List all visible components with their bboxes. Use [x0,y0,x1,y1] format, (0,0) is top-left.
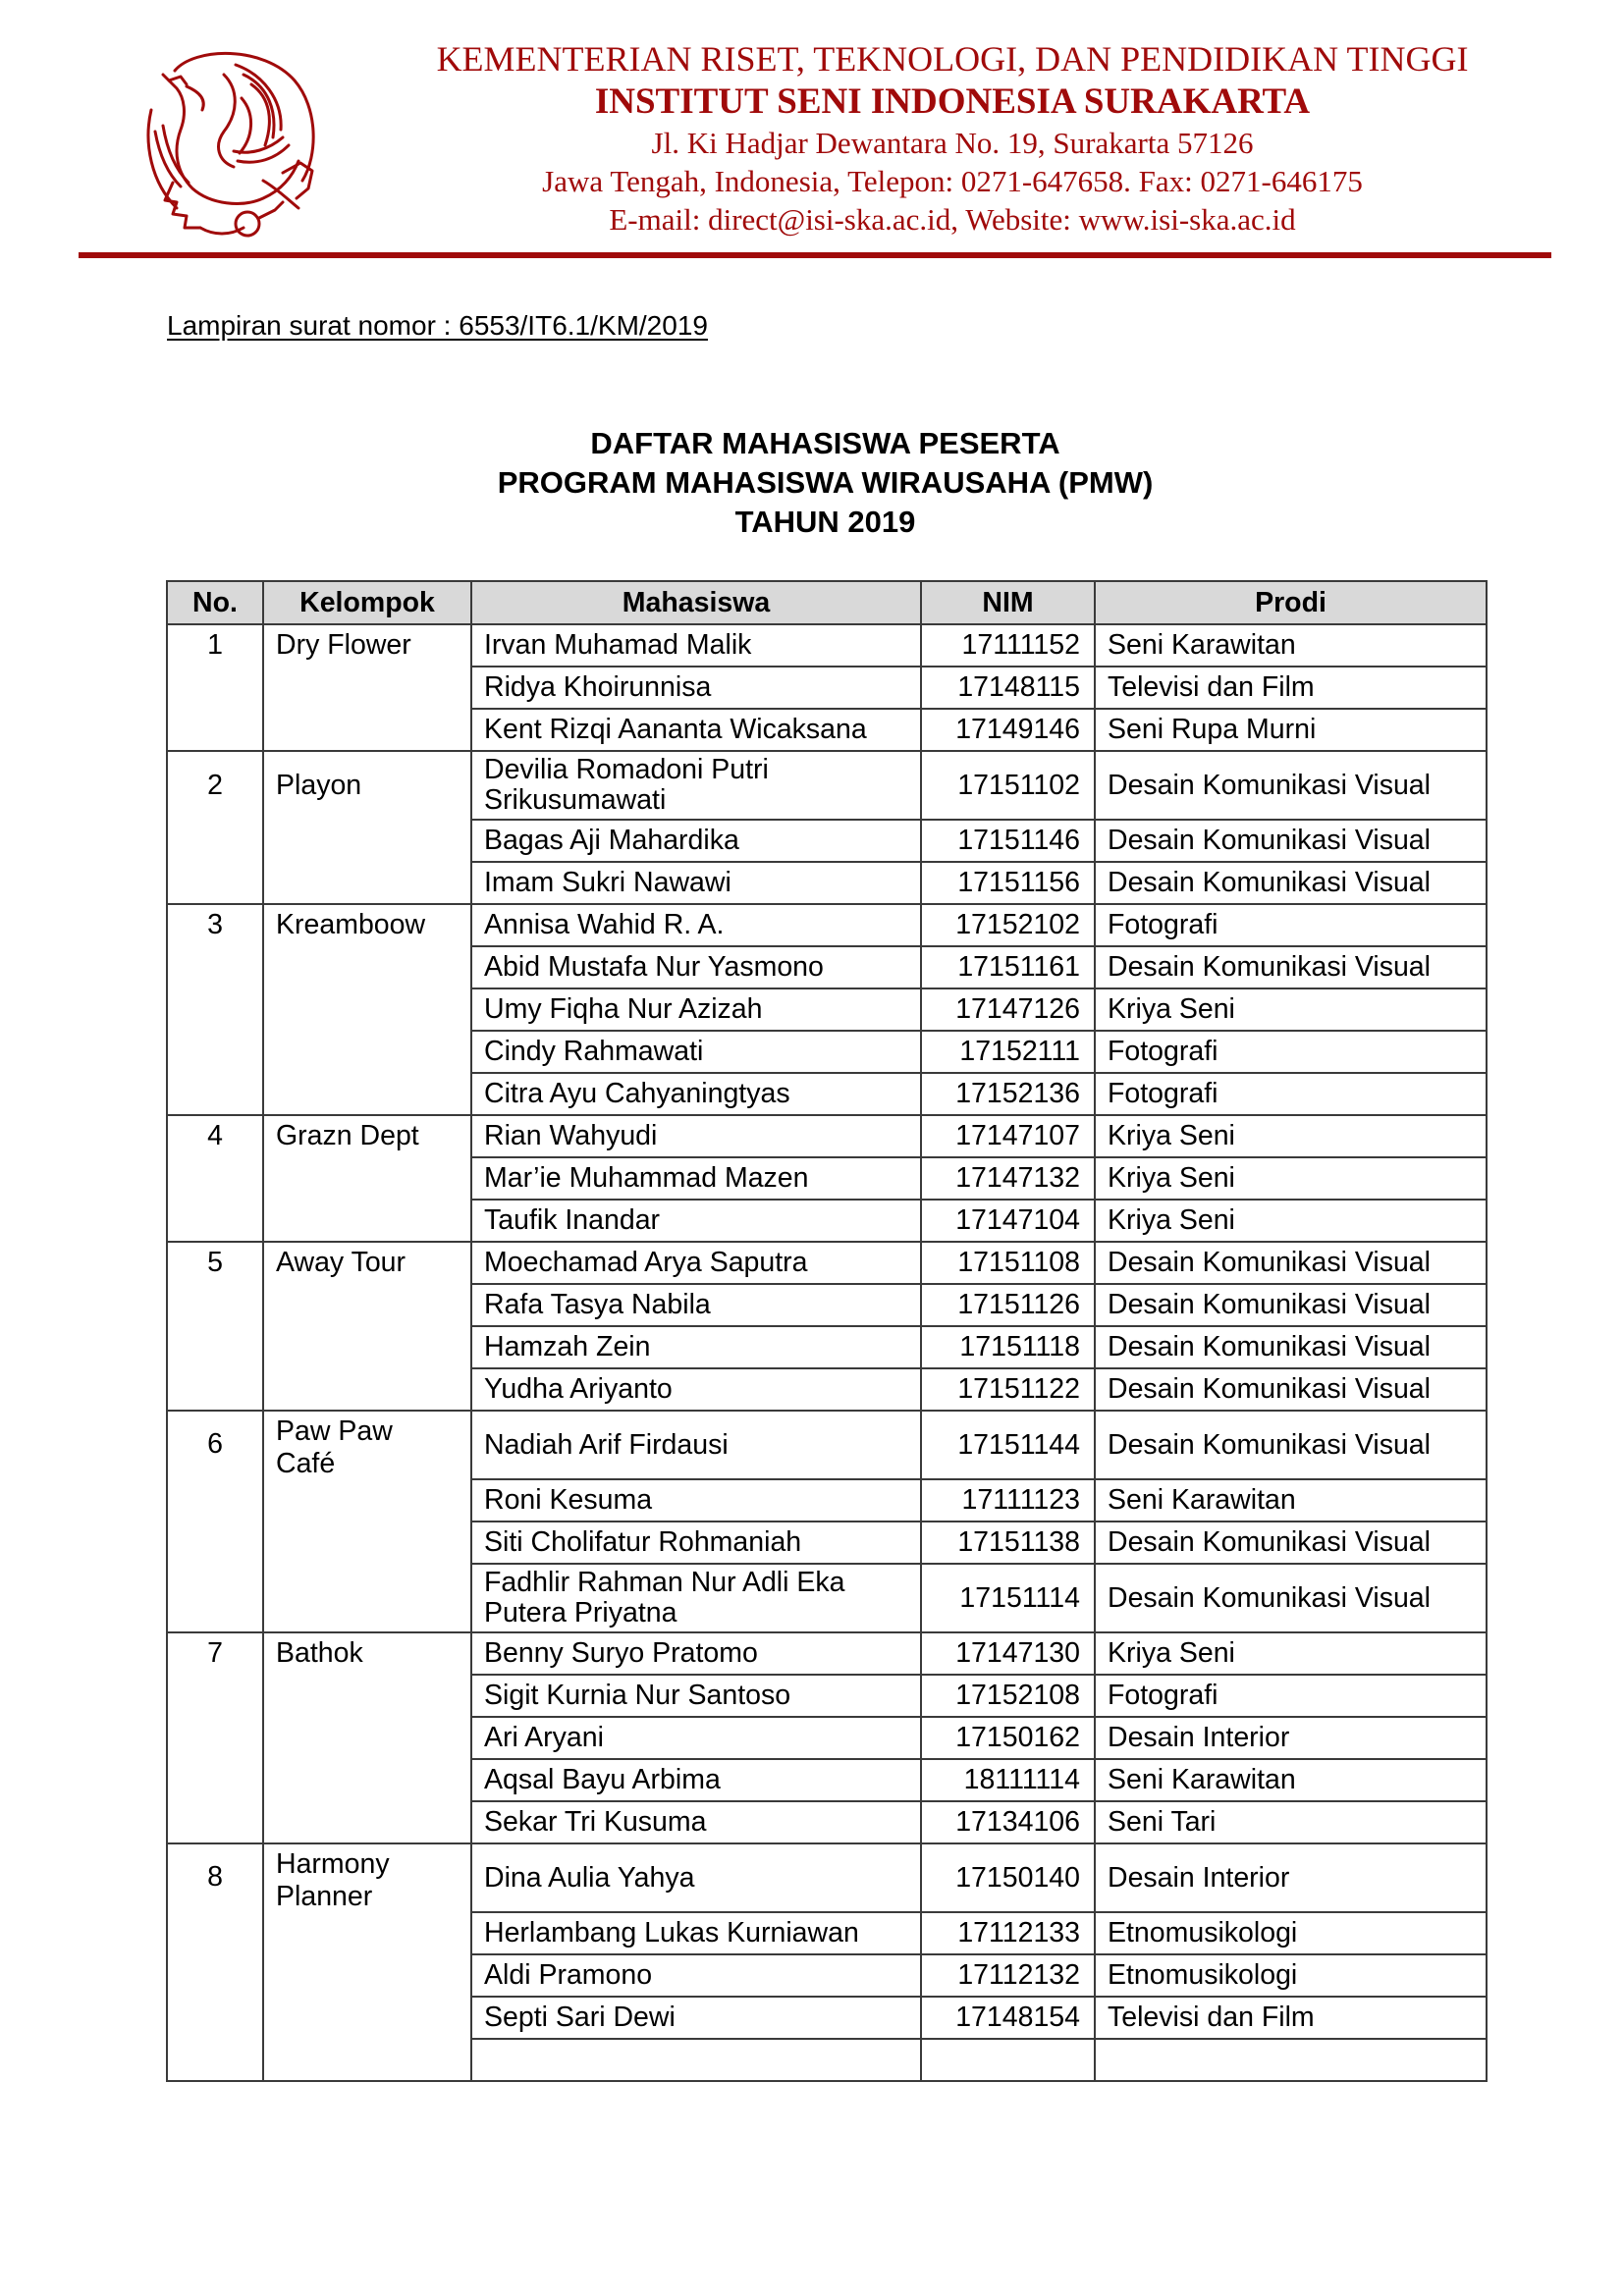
student-name: Septi Sari Dewi [471,1997,921,2039]
student-name: Nadiah Arif Firdausi [471,1411,921,1479]
group-number: 7 [167,1632,263,1843]
student-prodi: Kriya Seni [1095,988,1487,1031]
group-number: 5 [167,1242,263,1411]
student-name: Dina Aulia Yahya [471,1843,921,1912]
student-nim: 17147104 [921,1200,1095,1242]
student-nim: 17151144 [921,1411,1095,1479]
student-name: Fadhlir Rahman Nur Adli Eka Putera Priyatna [471,1564,921,1632]
document-title [166,424,1485,542]
student-nim: 17112133 [921,1912,1095,1954]
student-nim: 17111123 [921,1479,1095,1522]
student-name: Herlambang Lukas Kurniawan [471,1912,921,1954]
student-nim: 17148115 [921,667,1095,709]
student-prodi: Desain Komunikasi Visual [1095,1522,1487,1564]
table-row [167,1843,1487,1912]
student-prodi: Desain Komunikasi Visual [1095,1242,1487,1284]
student-name: Devilia Romadoni Putri Srikusumawati [471,751,921,820]
student-name: Moechamad Arya Saputra [471,1242,921,1284]
student-name: Citra Ayu Cahyaningtyas [471,1073,921,1115]
student-nim: 17149146 [921,709,1095,751]
student-nim: 17111152 [921,624,1095,667]
student-prodi: Seni Rupa Murni [1095,709,1487,751]
student-name: Benny Suryo Pratomo [471,1632,921,1675]
student-name: Sekar Tri Kusuma [471,1801,921,1843]
student-nim: 17151114 [921,1564,1095,1632]
table-row [167,751,1487,820]
student-nim: 17151138 [921,1522,1095,1564]
group-name: Playon [263,751,471,904]
table-row [167,904,1487,946]
student-prodi: Etnomusikologi [1095,1954,1487,1997]
student-name: Bagas Aji Mahardika [471,820,921,862]
student-prodi: Desain Komunikasi Visual [1095,1326,1487,1368]
student-prodi: Etnomusikologi [1095,1912,1487,1954]
student-prodi: Kriya Seni [1095,1157,1487,1200]
group-name: Bathok [263,1632,471,1843]
student-name: Ari Aryani [471,1717,921,1759]
header-mahasiswa: Mahasiswa [471,581,921,624]
address-line-1: Jl. Ki Hadjar Dewantara No. 19, Surakarta 57126 [651,126,1254,160]
participant-table [166,580,1488,2082]
group-number: 6 [167,1411,263,1632]
contact-line: E-mail: direct@isi-ska.ac.id, Website: www.isi-ska.ac.id [609,202,1296,237]
header-prodi: Prodi [1095,581,1487,624]
group-number: 2 [167,751,263,904]
student-prodi: Desain Komunikasi Visual [1095,1368,1487,1411]
student-name: Siti Cholifatur Rohmaniah [471,1522,921,1564]
student-name: Aqsal Bayu Arbima [471,1759,921,1801]
student-nim: 17112132 [921,1954,1095,1997]
group-number: 8 [167,1843,263,2081]
table-row [167,1411,1487,1479]
student-prodi: Desain Komunikasi Visual [1095,862,1487,904]
student-name: Irvan Muhamad Malik [471,624,921,667]
student-nim: 17152108 [921,1675,1095,1717]
student-name [471,2039,921,2081]
student-name: Yudha Ariyanto [471,1368,921,1411]
group-name: Grazn Dept [263,1115,471,1242]
student-nim: 17147126 [921,988,1095,1031]
student-nim: 17151146 [921,820,1095,862]
student-nim: 17152111 [921,1031,1095,1073]
letterhead [334,37,1571,239]
student-prodi: Seni Karawitan [1095,624,1487,667]
student-nim: 18111114 [921,1759,1095,1801]
student-prodi: Desain Komunikasi Visual [1095,751,1487,820]
table-row [167,1115,1487,1157]
student-prodi [1095,2039,1487,2081]
student-name: Abid Mustafa Nur Yasmono [471,946,921,988]
student-prodi: Fotografi [1095,904,1487,946]
student-name: Umy Fiqha Nur Azizah [471,988,921,1031]
student-name: Kent Rizqi Aananta Wicaksana [471,709,921,751]
student-nim: 17150140 [921,1843,1095,1912]
title-line-3: TAHUN 2019 [734,505,916,539]
student-name: Hamzah Zein [471,1326,921,1368]
student-nim: 17147130 [921,1632,1095,1675]
title-line-2: PROGRAM MAHASISWA WIRAUSAHA (PMW) [497,465,1154,500]
group-name: Away Tour [263,1242,471,1411]
student-nim: 17151108 [921,1242,1095,1284]
student-name: Rafa Tasya Nabila [471,1284,921,1326]
student-prodi: Desain Komunikasi Visual [1095,820,1487,862]
student-nim: 17151118 [921,1326,1095,1368]
student-name: Taufik Inandar [471,1200,921,1242]
header-nim: NIM [921,581,1095,624]
student-prodi: Seni Tari [1095,1801,1487,1843]
phoenix-emblem-icon [116,35,328,243]
group-name: Harmony Planner [263,1843,471,2081]
student-name: Annisa Wahid R. A. [471,904,921,946]
student-prodi: Fotografi [1095,1073,1487,1115]
student-nim [921,2039,1095,2081]
student-prodi: Desain Interior [1095,1843,1487,1912]
student-prodi: Seni Karawitan [1095,1479,1487,1522]
student-nim: 17151126 [921,1284,1095,1326]
table-header-row [167,581,1487,624]
student-prodi: Desain Komunikasi Visual [1095,1284,1487,1326]
student-prodi: Fotografi [1095,1031,1487,1073]
ministry-name: KEMENTERIAN RISET, TEKNOLOGI, DAN PENDIDIKAN TINGGI [436,39,1469,79]
student-name: Rian Wahyudi [471,1115,921,1157]
student-prodi: Kriya Seni [1095,1632,1487,1675]
student-prodi: Fotografi [1095,1675,1487,1717]
student-nim: 17152102 [921,904,1095,946]
header-kelompok: Kelompok [263,581,471,624]
institute-logo [116,35,328,243]
student-prodi: Seni Karawitan [1095,1759,1487,1801]
student-nim: 17150162 [921,1717,1095,1759]
header-no: No. [167,581,263,624]
student-nim: 17151156 [921,862,1095,904]
table-row [167,1242,1487,1284]
letter-reference: Lampiran surat nomor : 6553/IT6.1/KM/2019 [167,310,708,341]
group-number: 3 [167,904,263,1115]
student-name: Ridya Khoirunnisa [471,667,921,709]
student-prodi: Kriya Seni [1095,1115,1487,1157]
student-prodi: Desain Komunikasi Visual [1095,1564,1487,1632]
student-nim: 17151161 [921,946,1095,988]
group-number: 4 [167,1115,263,1242]
student-name: Cindy Rahmawati [471,1031,921,1073]
group-number: 1 [167,624,263,751]
title-line-1: DAFTAR MAHASISWA PESERTA [590,426,1060,460]
institute-name: INSTITUT SENI INDONESIA SURAKARTA [594,81,1311,122]
student-name: Roni Kesuma [471,1479,921,1522]
student-prodi: Desain Komunikasi Visual [1095,946,1487,988]
student-name: Imam Sukri Nawawi [471,862,921,904]
student-name: Sigit Kurnia Nur Santoso [471,1675,921,1717]
student-prodi: Desain Interior [1095,1717,1487,1759]
group-name: Paw Paw Café [263,1411,471,1632]
student-nim: 17148154 [921,1997,1095,2039]
student-name: Aldi Pramono [471,1954,921,1997]
student-nim: 17134106 [921,1801,1095,1843]
student-nim: 17147107 [921,1115,1095,1157]
address-line-2: Jawa Tengah, Indonesia, Telepon: 0271-647658. Fax: 0271-646175 [542,164,1363,198]
group-name: Kreamboow [263,904,471,1115]
group-name: Dry Flower [263,624,471,751]
table-row [167,624,1487,667]
student-name: Mar’ie Muhammad Mazen [471,1157,921,1200]
student-prodi: Desain Komunikasi Visual [1095,1411,1487,1479]
student-prodi: Kriya Seni [1095,1200,1487,1242]
letterhead-divider [79,252,1551,258]
student-nim: 17151122 [921,1368,1095,1411]
student-nim: 17152136 [921,1073,1095,1115]
student-nim: 17147132 [921,1157,1095,1200]
table-body [167,624,1487,2081]
table-row [167,1632,1487,1675]
student-nim: 17151102 [921,751,1095,820]
student-prodi: Televisi dan Film [1095,667,1487,709]
student-prodi: Televisi dan Film [1095,1997,1487,2039]
